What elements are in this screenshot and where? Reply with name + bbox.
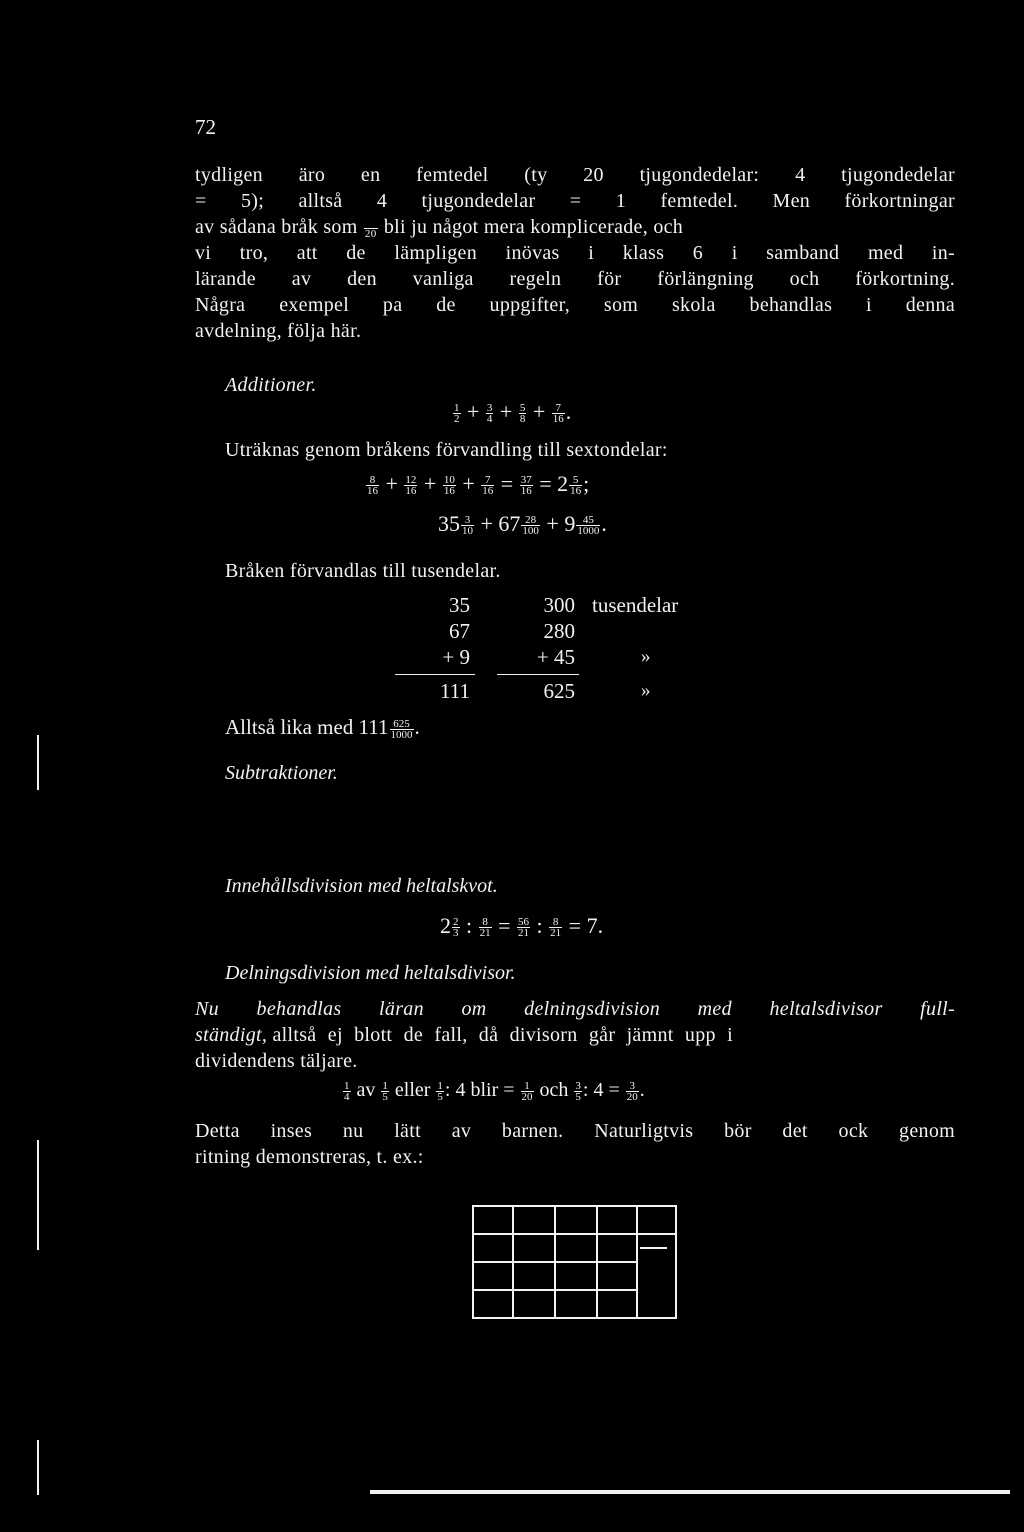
section-additioner: Additioner. — [225, 374, 317, 396]
table-row-1-part: 300 — [543, 593, 575, 617]
page-number: 72 — [195, 115, 216, 139]
intro-line-2: = 5); alltså 4 tjugondedelar = 1 femtedel. Men förkortningar — [195, 190, 955, 212]
table-row-2-part: 280 — [543, 619, 575, 643]
nu-line-2-rest: alltså ej blott de fall, då divisorn går jämnt upp i — [272, 1024, 733, 1046]
nu-line-2 — [195, 1022, 955, 1048]
table-row-3-part: + 45 — [536, 645, 575, 669]
fraction-20: 20 — [364, 218, 378, 239]
grid-col-4 — [636, 1205, 638, 1319]
nu-line-3: dividendens täljare. — [195, 1050, 358, 1072]
frac-37-16: $\frac{37}{16}$ — [520, 474, 532, 498]
sixteenths-expression: $\frac{8}{16}$ + $\frac{12}{16}$ + $\frac{10}{16}$ + $\frac{7}{16}$ = $\frac{37}{16}$ = 2 $\frac{5}{16}$ ; — [367, 471, 590, 498]
section-delningsdivision: Delningsdivision med heltalsdivisor. — [225, 962, 516, 984]
frac-8-21: $\frac{8}{21}$ — [479, 916, 491, 940]
intro-line-1: tydligen äro en femtedel (ty 20 tjugondedelar: 4 tjugondedelar — [195, 164, 955, 186]
braken-line: Bråken förvandlas till tusendelar. — [225, 560, 501, 582]
utraknas-line: Uträknas genom bråkens förvandling till sextondelar: — [225, 439, 668, 461]
grid-row-3 — [472, 1289, 636, 1291]
detta-line-2: ritning demonstreras, t. ex.: — [195, 1146, 424, 1168]
table-row-4-unit: » — [641, 680, 651, 701]
section-innehallsdivision: Innehållsdivision med heltalskvot. — [225, 875, 498, 897]
grid-row-1 — [472, 1233, 677, 1235]
delning-expression: $\frac{1}{4}$ av $\frac{1}{5}$ eller $\frac{1}{5}$ : 4 blir = $\frac{1}{20}$ och $\frac{3}{5}$ : 4 = $\frac{3}{20}$ . — [344, 1079, 645, 1103]
frac-45-1000: $\frac{45}{1000}$ — [577, 514, 600, 538]
frac-7-16: $\frac{7}{16}$ — [552, 402, 564, 426]
table-row-3-whole: + 9 — [442, 645, 470, 669]
intro-line-3-end: bli ju något mera komplicerade, och — [383, 216, 684, 238]
frac-1-5-b: $\frac{1}{5}$ — [437, 1079, 443, 1103]
section-subtraktioner: Subtraktioner. — [225, 762, 338, 784]
frac-3-10: $\frac{3}{10}$ — [462, 514, 473, 538]
mixed-expression: 35 $\frac{3}{10}$ + 67 $\frac{28}{100}$ + 9 $\frac{45}{1000}$ . — [438, 511, 607, 538]
intro-line-3-start: av sådana bråk som — [195, 216, 358, 238]
margin-mark-1 — [37, 735, 39, 790]
frac-1-4: $\frac{1}{4}$ — [344, 1079, 350, 1103]
frac-7-16-b: $\frac{7}{16}$ — [482, 474, 494, 498]
margin-mark-2 — [37, 1140, 39, 1250]
intro-line-6: Några exempel pa de uppgifter, som skola behandlas i denna — [195, 294, 955, 316]
sum-rule-2 — [497, 674, 579, 675]
frac-10-16: $\frac{10}{16}$ — [443, 474, 455, 498]
frac-28-100: $\frac{28}{100}$ — [522, 514, 539, 538]
frac-1-5: $\frac{1}{5}$ — [382, 1079, 388, 1103]
intro-line-3 — [195, 214, 955, 240]
frac-5-8: $\frac{5}{8}$ — [519, 402, 526, 426]
nu-line-2-italic: ständigt, — [195, 1024, 268, 1046]
addition-expression: $\frac{1}{2}$ + $\frac{3}{4}$ + $\frac{5}{8}$ + $\frac{7}{16}$ . — [454, 399, 572, 426]
frac-2-3: $\frac{2}{3}$ — [453, 916, 459, 940]
frac-8-16: $\frac{8}{16}$ — [367, 474, 378, 498]
intro-line-4: vi tro, att de lämpligen inövas i klass 6 i samband med in- — [195, 242, 955, 264]
table-row-1-whole: 35 — [449, 593, 470, 617]
frac-625-1000: $\frac{625}{1000}$ — [390, 717, 413, 741]
frac-8-21-b: $\frac{8}{21}$ — [550, 916, 562, 940]
frac-5-16: $\frac{5}{16}$ — [570, 474, 582, 498]
table-row-3-unit: » — [641, 646, 651, 667]
grid-dash — [640, 1247, 667, 1249]
table-row-1-unit: tusendelar — [592, 593, 679, 617]
alltsa-line: Alltså lika med 111 $\frac{625}{1000}$ . — [225, 715, 420, 741]
grid-row-2 — [472, 1261, 636, 1263]
frac-3-20: $\frac{3}{20}$ — [626, 1079, 638, 1103]
intro-line-5: lärande av den vanliga regeln för förlängning och förkortning. — [195, 268, 955, 290]
margin-mark-3 — [37, 1440, 39, 1495]
table-row-2-whole: 67 — [449, 619, 470, 643]
nu-line-1: Nu behandlas läran om delningsdivision med heltalsdivisor full- — [195, 998, 955, 1020]
table-row-4-part: 625 — [543, 679, 575, 703]
frac-3-4: $\frac{3}{4}$ — [486, 402, 493, 426]
grid-drawing — [472, 1205, 677, 1319]
sum-rule-1 — [395, 674, 475, 675]
intro-line-7: avdelning, följa här. — [195, 320, 362, 342]
detta-line-1: Detta inses nu lätt av barnen. Naturligtvis bör det ock genom — [195, 1120, 955, 1142]
frac-12-16: $\frac{12}{16}$ — [405, 474, 417, 498]
frac-1-2: $\frac{1}{2}$ — [454, 402, 460, 426]
innehall-expression: 2 $\frac{2}{3}$ : $\frac{8}{21}$ = $\frac{56}{21}$ : $\frac{8}{21}$ = 7. — [440, 913, 604, 940]
frac-3-5: $\frac{3}{5}$ — [575, 1079, 581, 1103]
table-row-4-whole: 111 — [440, 679, 470, 703]
frac-1-20: $\frac{1}{20}$ — [521, 1079, 533, 1103]
frac-56-21: $\frac{56}{21}$ — [518, 916, 530, 940]
bottom-rule — [370, 1490, 1010, 1494]
